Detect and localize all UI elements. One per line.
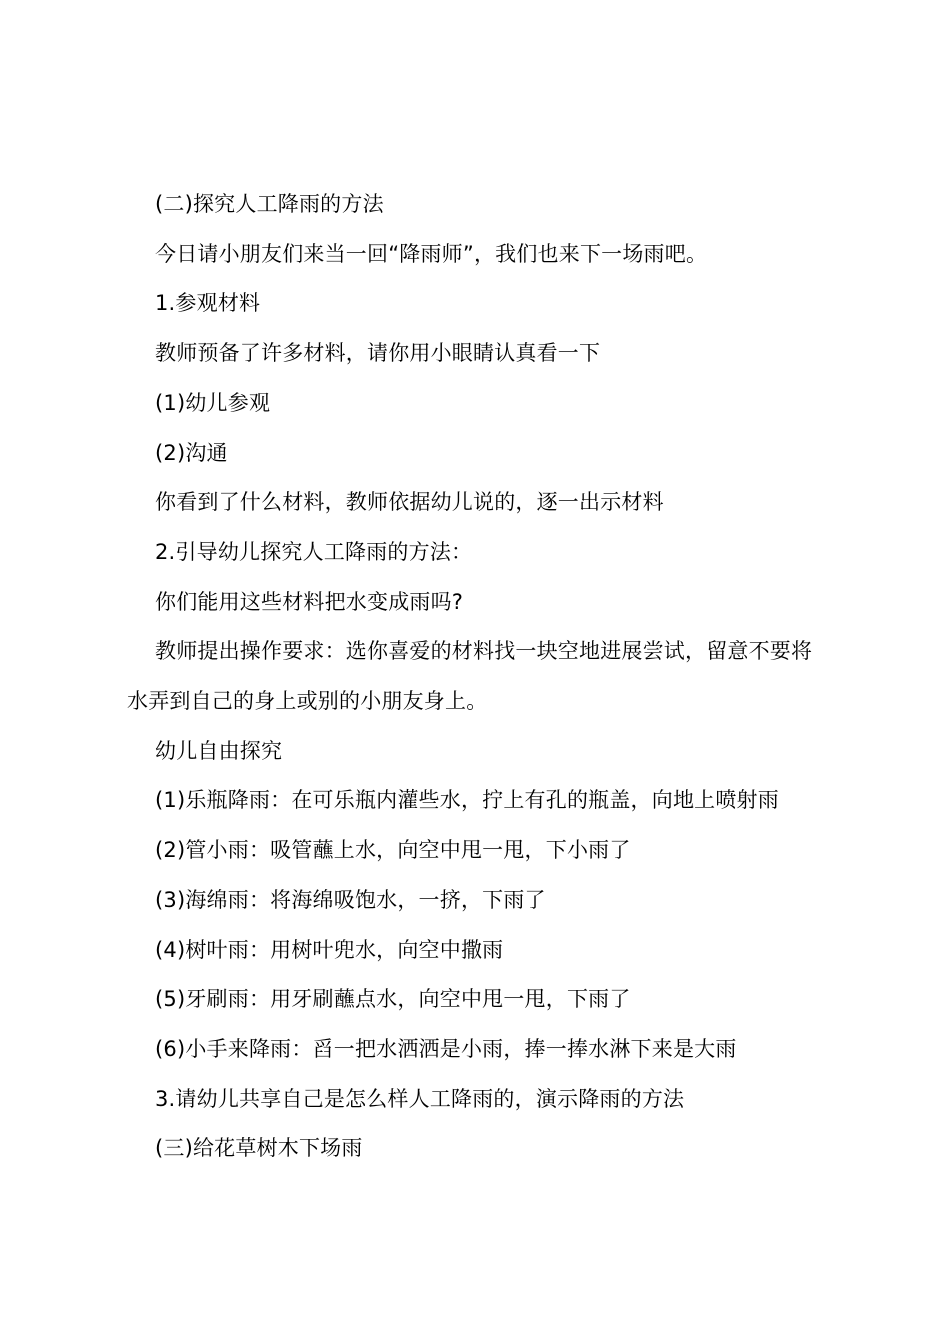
list-item: (4)树叶雨：用树叶兜水，向空中撒雨	[155, 937, 504, 962]
paragraph: 教师提出操作要求：选你喜爱的材料找一块空地进展尝试，留意不要将水弄到自己的身上或别的小朋友身上。	[127, 639, 813, 714]
list-item: (3)海绵雨：将海绵吸饱水，一挤，下雨了	[155, 887, 546, 912]
list-item: (1)幼儿参观	[155, 390, 271, 415]
list-item: (5)牙刷雨：用牙刷蘸点水，向空中甩一甩，下雨了	[155, 987, 631, 1012]
paragraph: 你们能用这些材料把水变成雨吗?	[155, 589, 464, 614]
list-item: (2)沟通	[155, 440, 228, 465]
document-body	[127, 180, 833, 1174]
section-heading: (二)探究人工降雨的方法	[155, 192, 384, 216]
list-item: (6)小手来降雨：舀一把水洒洒是小雨，捧一捧水淋下来是大雨	[155, 1036, 737, 1061]
paragraph: 幼儿自由探究	[155, 738, 283, 763]
list-item: (2)管小雨：吸管蘸上水，向空中甩一甩，下小雨了	[155, 838, 631, 863]
paragraph: 你看到了什么材料，教师依据幼儿说的，逐一出示材料	[155, 490, 664, 515]
step-heading: 3.请幼儿共享自己是怎么样人工降雨的，演示降雨的方法	[155, 1086, 685, 1111]
list-item: (1)乐瓶降雨：在可乐瓶内灌些水，拧上有孔的瓶盖，向地上喷射雨	[155, 788, 779, 813]
section-heading: (三)给花草树木下场雨	[155, 1136, 363, 1161]
step-heading: 2.引导幼儿探究人工降雨的方法：	[155, 539, 473, 564]
paragraph: 教师预备了许多材料，请你用小眼睛认真看一下	[155, 341, 601, 366]
paragraph: 今日请小朋友们来当一回“降雨师”，我们也来下一场雨吧。	[155, 241, 708, 266]
step-heading: 1.参观材料	[155, 291, 261, 316]
